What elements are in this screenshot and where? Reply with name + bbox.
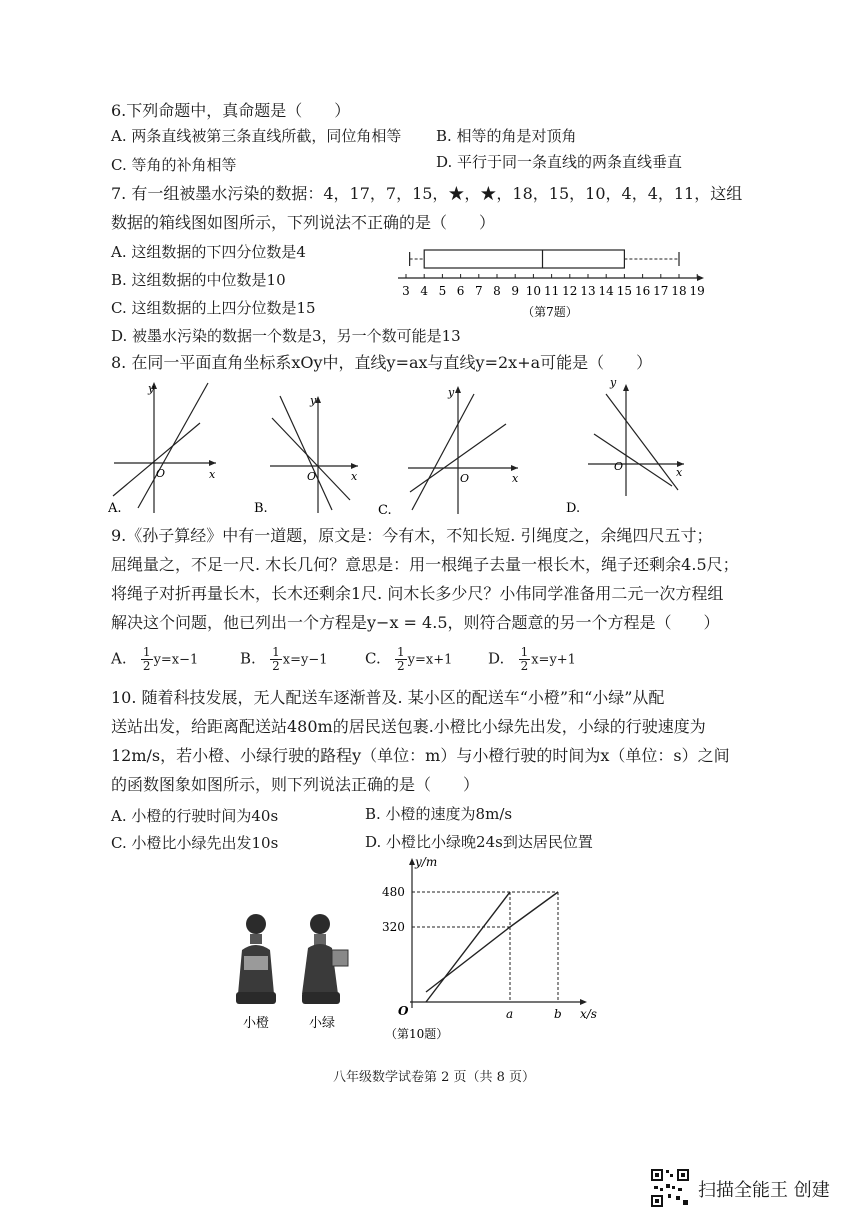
q7-option-c: C. 这组数据的上四分位数是15: [111, 299, 316, 317]
q10-stem-line1: 10. 随着科技发展，无人配送车逐渐普及. 某小区的配送车“小橙”和“小绿”从配: [111, 688, 665, 707]
qr-code-icon: [650, 1168, 690, 1208]
q8b-y-label: y: [310, 394, 317, 407]
q6-option-d: D. 平行于同一条直线的两条直线垂直: [436, 153, 683, 171]
q8-stem: 8. 在同一平面直角坐标系xOy中，直线y=ax与直线y=2x+a可能是（ ）: [111, 353, 653, 372]
q7-option-d: D. 被墨水污染的数据一个数是3，另一个数可能是13: [111, 327, 461, 345]
q10-x-tick-a: a: [506, 1007, 514, 1021]
q6-option-c: C. 等角的补角相等: [111, 156, 237, 174]
q8-label-d: D.: [566, 501, 581, 516]
q8-graph-a: [108, 378, 218, 518]
q8d-x-label: x: [676, 466, 683, 479]
q8a-y-label: y: [148, 382, 155, 395]
robot1-label: 小橙: [242, 1016, 270, 1031]
q8-label-b: B.: [254, 501, 268, 516]
q8-graph-c: [378, 382, 523, 518]
q7-tick-label: 13: [580, 284, 596, 298]
q9-stem-line1: 9.《孙子算经》中有一道题，原文是：今有木，不知长短. 引绳度之，余绳四尺五寸；: [111, 526, 713, 545]
q10-stem-line4: 的函数图象如图所示，则下列说法正确的是（ ）: [111, 775, 480, 794]
robot-illustrations: [228, 910, 358, 1036]
q10-x-label: x/s: [580, 1007, 597, 1021]
q7-tick-label: 19: [689, 284, 705, 298]
q10-option-d: D. 小橙比小绿晚24s到达居民位置: [365, 833, 593, 851]
q7-stem-line1: 7. 有一组被墨水污染的数据：4，17，7，15，★，★，18，15，10，4，4，11，这组: [111, 184, 743, 203]
q9-option-d: D. $\frac{1}{2}$ x=y+1: [488, 645, 576, 673]
q7-tick-label: 16: [634, 284, 651, 298]
q8b-x-label: x: [351, 470, 358, 483]
q10-graph: [380, 852, 610, 1048]
q10-x-tick-b: b: [554, 1007, 562, 1021]
q7-tick-label: 18: [671, 284, 687, 298]
q7-stem-line2: 数据的箱线图如图所示，下列说法不正确的是（ ）: [111, 213, 496, 232]
q7-tick-label: 8: [493, 284, 501, 298]
q7-tick-label: 4: [420, 284, 429, 298]
q8c-x-label: x: [512, 472, 519, 485]
q7-tick-label: 15: [616, 284, 633, 298]
q7-tick-label: 11: [543, 284, 560, 298]
q7-tick-label: 3: [402, 284, 410, 298]
q10-figure-caption: （第10题）: [385, 1027, 449, 1041]
q8c-origin: O: [460, 472, 470, 485]
q8-label-c: C.: [378, 503, 392, 518]
q7-tick-label: 14: [598, 284, 614, 298]
q8-graph-d: [560, 372, 690, 518]
q10-y-tick-480: 480: [382, 885, 405, 899]
q8c-y-label: y: [448, 386, 455, 399]
q7-axis-arrow: [697, 275, 704, 281]
q9-stem-line3: 将绳子对折再量长木，长木还剩余1尺. 问木长多少尺？小伟同学准备用二元一次方程组: [111, 584, 724, 603]
q8a-origin: O: [156, 467, 166, 480]
q9-stem-line2: 屈绳量之，不足一尺. 木长几何？意思是：用一根绳子去量一根长木，绳子还剩余4.5尺；: [111, 555, 739, 574]
q7-tick-label: 7: [474, 284, 483, 298]
q7-boxplot-figure: [390, 232, 710, 324]
q7-tick-label: 6: [456, 284, 465, 298]
q7-option-a: A. 这组数据的下四分位数是4: [111, 243, 306, 261]
q10-origin: O: [398, 1004, 409, 1018]
scanner-brand-text: 扫描全能王 创建: [698, 1180, 830, 1201]
page-footer: 八年级数学试卷第 2 页（共 8 页）: [332, 1070, 536, 1085]
q7-figure-caption: （第7题）: [522, 305, 578, 319]
q7-tick-label: 5: [438, 284, 447, 298]
q10-option-b: B. 小橙的速度为8m/s: [365, 805, 513, 823]
q6-option-b: B. 相等的角是对顶角: [436, 127, 577, 145]
q10-stem-line3: 12m/s，若小橙、小绿行驶的路程y（单位：m）与小橙行驶的时间为x（单位：s）之间: [111, 746, 730, 765]
q7-tick-label: 12: [562, 284, 578, 298]
q10-y-label: y/m: [415, 855, 438, 869]
q9-option-c: C. $\frac{1}{2}$ y=x+1: [365, 645, 453, 673]
robot-green-icon: [302, 914, 348, 1004]
q7-tick-label: 9: [511, 284, 520, 298]
q10-y-tick-320: 320: [382, 920, 405, 934]
q8-label-a: A.: [108, 501, 122, 516]
robot-orange-icon: [236, 914, 276, 1004]
q8d-y-label: y: [610, 376, 617, 389]
q10-option-c: C. 小橙比小绿先出发10s: [111, 834, 279, 852]
q9-stem-line4: 解决这个问题，他已列出一个方程是y−x = 4.5，则符合题意的另一个方程是（ ）: [111, 613, 720, 632]
q6-option-a: A. 两条直线被第三条直线所截，同位角相等: [111, 127, 402, 145]
q10-option-a: A. 小橙的行驶时间为40s: [111, 807, 279, 825]
q9-option-b: B. $\frac{1}{2}$ x=y−1: [240, 645, 328, 673]
q7-option-b: B. 这组数据的中位数是10: [111, 271, 286, 289]
q7-tick-label: 10: [525, 284, 542, 298]
q8d-origin: O: [614, 460, 624, 473]
q6-stem: 6.下列命题中，真命题是（ ）: [111, 101, 351, 120]
q9-option-a: A. $\frac{1}{2}$ y=x−1: [111, 645, 199, 673]
q8-graph-b: [250, 388, 365, 518]
q7-box: [424, 250, 624, 268]
robot2-label: 小绿: [308, 1016, 336, 1031]
q8b-origin: O: [307, 470, 317, 483]
q7-tick-label: 17: [653, 284, 669, 298]
q8a-x-label: x: [209, 468, 216, 481]
q10-stem-line2: 送站出发，给距离配送站480m的居民送包裹.小橙比小绿先出发，小绿的行驶速度为: [111, 717, 706, 736]
